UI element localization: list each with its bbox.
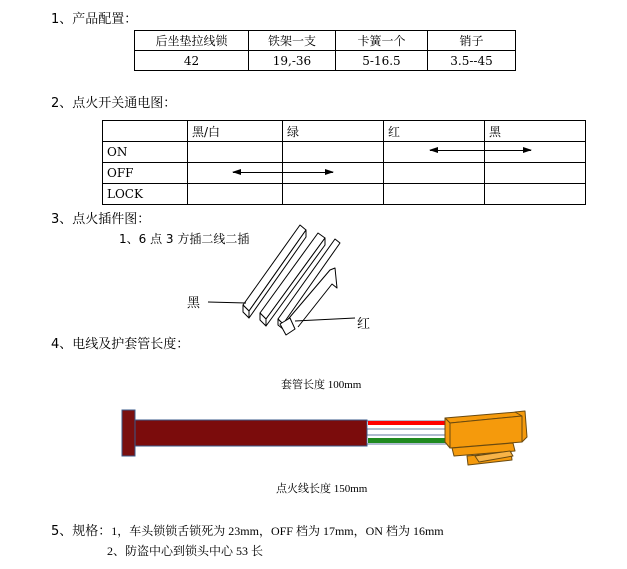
table-row	[103, 163, 586, 184]
value-cell: 5-16.5	[336, 51, 428, 71]
spec-line-1: 1，车头锁锁舌锁死为 23mm，OFF 档为 17mm，ON 档为 16mm	[111, 524, 444, 538]
label-red: 红	[357, 317, 371, 332]
table-row	[135, 31, 516, 51]
green-wire	[368, 438, 446, 443]
table-row	[103, 142, 586, 163]
header-cell: 绿	[283, 121, 384, 142]
header-cell: 后坐垫拉线锁	[135, 31, 249, 51]
connector	[445, 411, 527, 465]
sleeve-tube	[135, 420, 367, 446]
spec-line-2: 2、防盗中心到锁头中心 53 长	[107, 544, 264, 558]
header-cell: 销子	[428, 31, 516, 51]
sleeve-end-cap	[122, 410, 135, 456]
ignition-switch-table	[102, 120, 586, 205]
row-label-off: OFF	[103, 163, 188, 184]
wire-length-label: 点火线长度 150mm	[276, 483, 368, 495]
ignition-plug-diagram	[180, 215, 380, 340]
section5-title: 5、规格：	[51, 524, 112, 539]
red-wire	[368, 421, 446, 425]
table-row	[103, 121, 586, 142]
on-connection-arrow	[430, 150, 531, 151]
header-cell: 黑/白	[188, 121, 283, 142]
section3-title: 3、点火插件图：	[51, 212, 151, 227]
row-label-lock: LOCK	[103, 184, 188, 205]
section2-title: 2、点火开关通电图：	[51, 96, 177, 111]
section1-title: 1、产品配置：	[51, 12, 138, 27]
off-connection-arrow	[233, 172, 333, 173]
label-black: 黑	[187, 296, 201, 311]
header-cell: 铁架一支	[249, 31, 336, 51]
sleeve-length-label: 套管长度 100mm	[281, 379, 362, 391]
section3-subtitle: 1、6 点 3 方插二线二插	[119, 232, 250, 246]
table-row	[103, 184, 586, 205]
value-cell: 42	[135, 51, 249, 71]
header-cell: 红	[384, 121, 485, 142]
table-row	[135, 51, 516, 71]
header-cell	[103, 121, 188, 142]
wire-sleeve-diagram	[115, 404, 535, 474]
row-label-on: ON	[103, 142, 188, 163]
header-cell: 卡簧一个	[336, 31, 428, 51]
header-cell: 黑	[485, 121, 586, 142]
value-cell: 19,-36	[249, 51, 336, 71]
product-config-table	[134, 30, 516, 71]
value-cell: 3.5--45	[428, 51, 516, 71]
section5-spec	[51, 520, 444, 539]
section4-title: 4、电线及护套管长度：	[51, 337, 190, 352]
